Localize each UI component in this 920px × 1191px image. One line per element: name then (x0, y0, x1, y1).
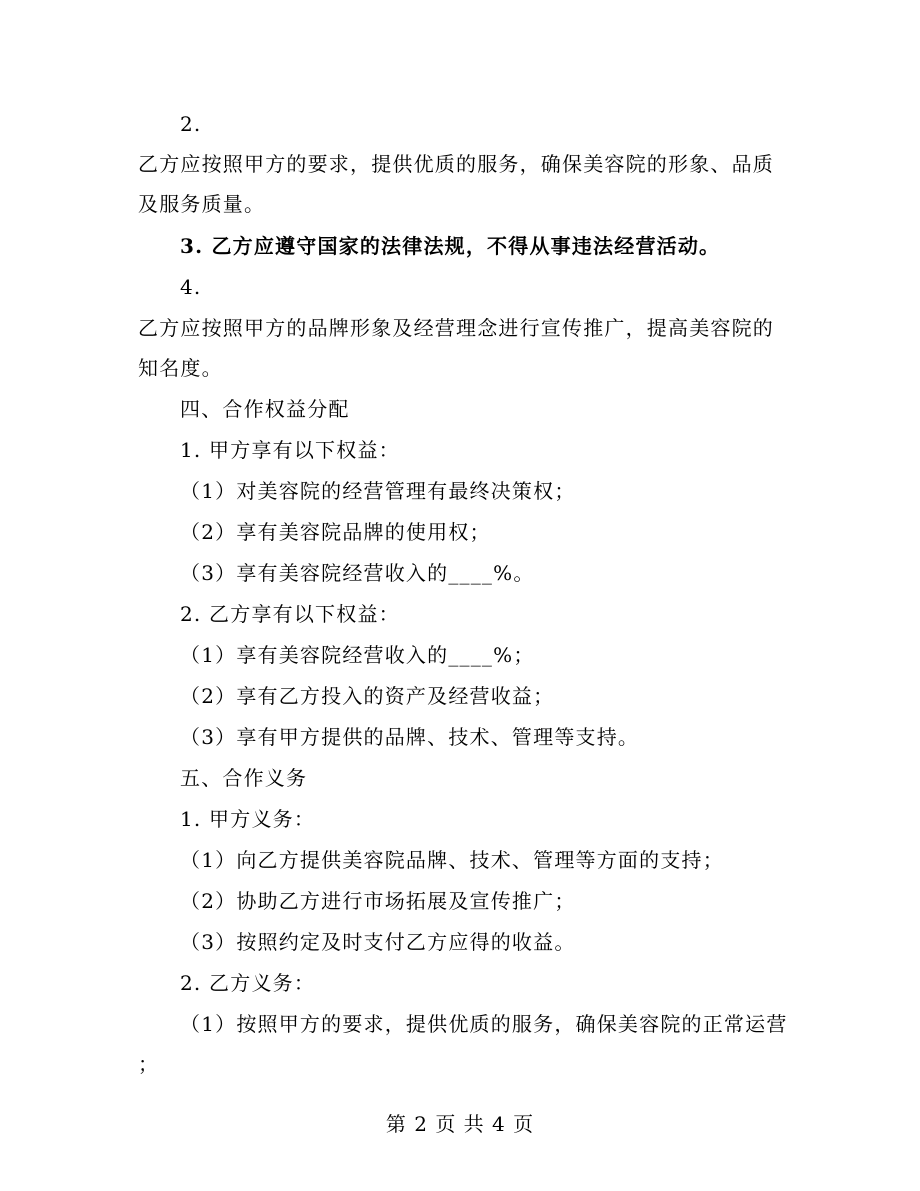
list-item: （3）享有甲方提供的品牌、技术、管理等支持。 (180, 725, 640, 749)
list-item: （2）协助乙方进行市场拓展及宣传推广； (180, 889, 576, 913)
paragraph-line: ； (138, 1052, 160, 1076)
list-item: （2）享有乙方投入的资产及经营收益； (180, 684, 555, 708)
paragraph-line: 3. 乙方应遵守国家的法律法规，不得从事违法经营活动。 (180, 234, 721, 258)
list-item: （1）享有美容院经营收入的____%； (180, 643, 535, 667)
section-heading: 四、合作权益分配 (180, 397, 350, 421)
list-item: （1）向乙方提供美容院品牌、技术、管理等方面的支持； (180, 848, 724, 872)
item-number: 4. (180, 275, 202, 299)
list-item: （3）按照约定及时支付乙方应得的收益。 (180, 930, 576, 954)
subsection-heading: 2. 乙方享有以下权益： (180, 602, 400, 626)
subsection-heading: 1. 甲方义务： (180, 807, 316, 831)
paragraph-line: 乙方应按照甲方的品牌形象及经营理念进行宣传推广，提高美容院的 (138, 316, 774, 340)
subsection-heading: 2. 乙方义务： (180, 971, 316, 995)
paragraph-line: 乙方应按照甲方的要求，提供优质的服务，确保美容院的形象、品质 (138, 152, 774, 176)
item-number: 2. (180, 112, 202, 136)
paragraph-line: 知名度。 (138, 356, 223, 380)
subsection-heading: 1. 甲方享有以下权益： (180, 438, 400, 462)
section-heading: 五、合作义务 (180, 766, 308, 790)
list-item: （2）享有美容院品牌的使用权； (180, 520, 491, 544)
list-item: （3）享有美容院经营收入的____%。 (180, 561, 535, 585)
list-item: （1）按照甲方的要求，提供优质的服务，确保美容院的正常运营 (180, 1012, 788, 1036)
paragraph-line: 及服务质量。 (138, 192, 266, 216)
list-item: （1）对美容院的经营管理有最终决策权； (180, 479, 576, 503)
page-number-footer: 第 2 页 共 4 页 (385, 1112, 535, 1136)
